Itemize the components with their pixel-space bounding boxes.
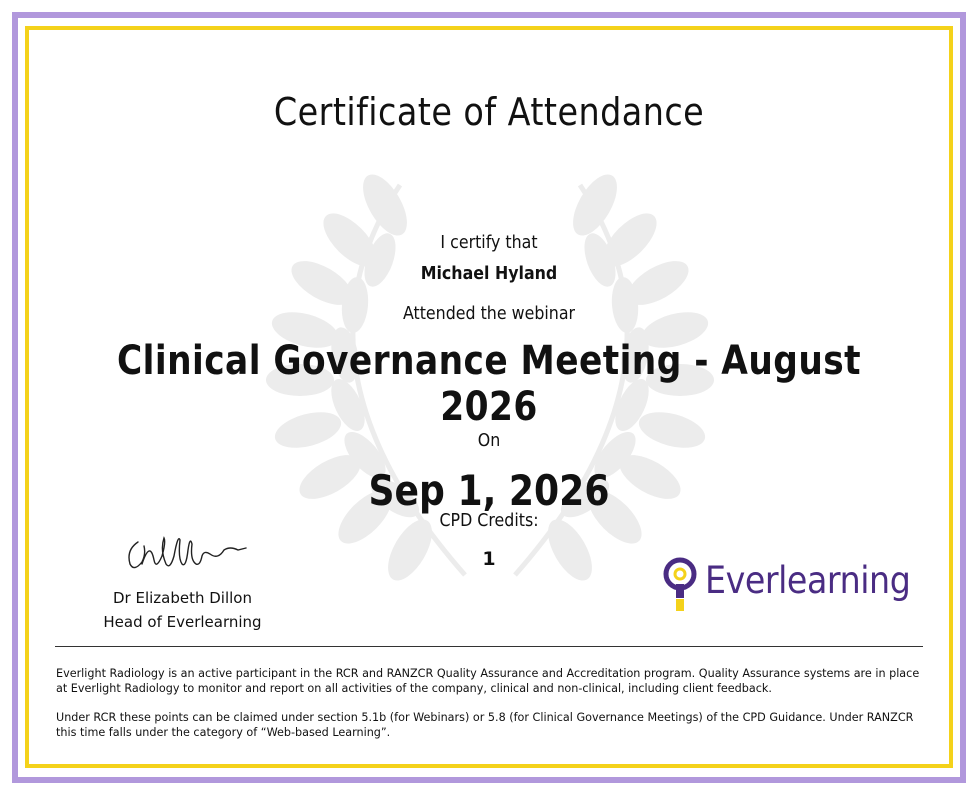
certify-text: I certify that [440,232,538,253]
attendee-name: Michael Hyland [420,263,558,284]
signature [120,520,250,580]
lightbulb-icon [663,557,697,613]
signatory-name: Dr Elizabeth Dillon [112,589,252,607]
logo-text: Everlearning [705,559,911,602]
cpd-credits-value: 1 [482,548,496,570]
attendance-date: Sep 1, 2026 [368,466,610,515]
everlearning-logo [663,555,923,615]
certificate-title: Certificate of Attendance [273,90,705,134]
footer-paragraph-cpd: Under RCR these points can be claimed under section 5.1b (for Webinars) or 5.8 (for Clinical Governance Meetings) of the CPD Guidance. Under RANZCR this time falls under the category of “Web-based Learning”. [56,711,914,739]
attended-text: Attended the webinar [402,303,576,324]
on-text: On [477,430,501,451]
footer-paragraph-qa: Everlight Radiology is an active participant in the RCR and RANZCR Quality Assurance and Accreditation program. Quality Assurance systems are in place at Everlight Radiology to monitor and report on all activities of the company, clinical and non-clinical, including client feedback. [56,667,920,695]
webinar-title: Clinical Governance Meeting - August 2026 [116,338,862,430]
signatory-role: Head of Everlearning [103,613,262,631]
cpd-credits-label: CPD Credits: [439,510,539,531]
footer-divider [55,646,923,647]
